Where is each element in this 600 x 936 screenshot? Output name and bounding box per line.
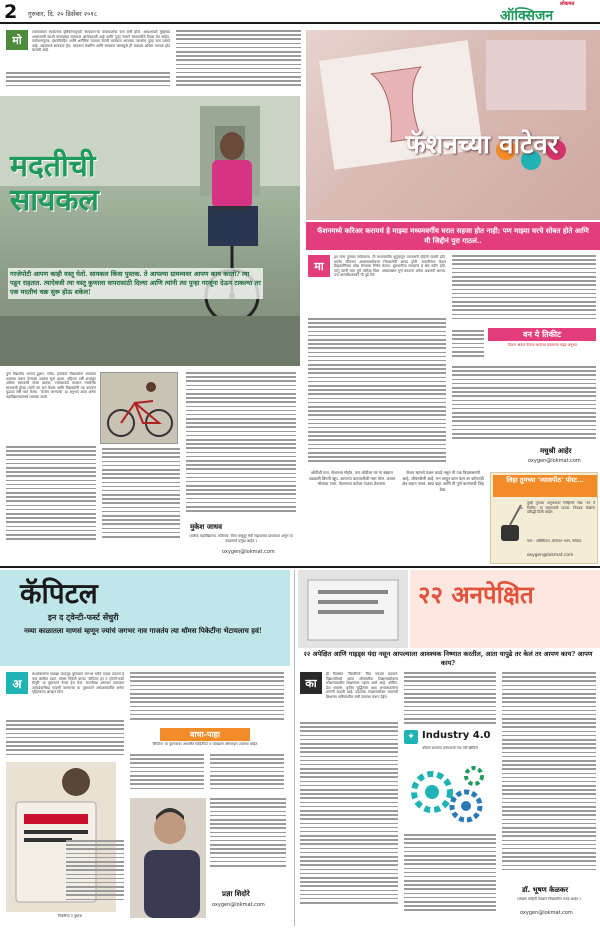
poem-right: फॅशन म्हणजे फक्त कपडे नसून ती एक विचारसरणी आहे, जीवनशैली आहे. मन लावून काम केलं तर कोणतंही क्षेत्र लहान नसतं. स्वप्नं पाहा आणि ती पूर्ण करण्याची जिद्द ठेवा.: [402, 470, 484, 492]
gears-icon: [404, 762, 496, 832]
industry-sub: कॉमर्स ज्ञानांगत कल्पनाची एक नवी क्षितिजे: [422, 746, 478, 750]
ticket-box-sub: ‘फॅशन’ क्षेत्रात येताना आपल्या प्रवासाचा माझा अनुभव: [507, 343, 577, 347]
bicycle-photo: [0, 96, 300, 366]
fashion-photo: [306, 30, 600, 220]
capital-col1b: [66, 840, 124, 910]
intro-text: टारसायकल स्पर्धात्मक दृष्टिकोनातूनही ‘सायकल’चा वापरकर्तांचा कल कमी होतो. आयआयटी मुंबईच्या अभ्यासाची त्याशी पणत्यांसह सायकल आरोग्यदायी आहे आणि पुन्हा नव्याने सायकलीचे दिवस येत आहेत. पर्यावरणपूरक, इंधनविरहित आणि शारीरिक व्यायाम देणारी सायकल आजच्या तरुणांना पुन्हा साद घालते आहे. शहरांमध्ये सायकल ट्रॅक, सायकल शेअरिंग आणि सायकल क्लबमुळे ही चळवळ अधिक व्यापक होत चालली आहे.: [32, 30, 170, 53]
sakal-subtitle: गरजेपोटी आपण काही वस्तू घेतो. सायकल किंवा पुस्तक. ते आपल्या ग्रामव्यवर आपण काय करतो? त्या पडून राहतात. त्याऐवजी त्या वस्तू कुणाला वापरासाठी दिल्या आणि त्यांनी त्या पुन्हा गरजूंना देऊन टाकल्या तर एक मदतीचं चक्र सुरू होऊ शकेल!: [8, 268, 263, 299]
intro-dropcap: मो: [6, 30, 28, 50]
anapekshit-col1: [300, 722, 398, 912]
sakal-author-desc: (बारीक महाविद्यालय, कोटेगाव, विमा बाणुदूर मेपी सहायाच्या प्राध्यापक असून या उपक्रमाचे प्रमुख आहेत.): [189, 534, 293, 543]
sakal-body: पुणे विद्यापीठ भागात हुशार, गरीब, होतकरू विद्यार्थ्यांना सायकल उपलब्ध करून देण्याचा उपक्रम सुरू झाला. पहिल्या वर्षी शंभरहून अधिक सायकली गोळा झाल्या. ज्यांच्याकडे वापरात नसलेल्या सायकली होत्या त्यांनी त्या दान केल्या आणि विद्यार्थ्यांनी त्या वापरून पुढच्या वर्षी परत केल्या. ‘कायम जाण्याचा’ हा अनुभव आता अनेक महाविद्यालयांमध्ये राबवला जातो.: [6, 372, 96, 399]
capital-deck: नव्या काळातला माणसं म्हणून ज्यांचं जगभर नाव गाजतंय त्या थॉमस पिकेटींना भेटायलाच हवं!: [24, 626, 262, 635]
exam-illustration: [298, 570, 408, 648]
capital-col2b: [130, 754, 284, 794]
anapekshit-title: २२ अनपेक्षित: [418, 581, 534, 609]
page-header: [0, 0, 600, 24]
sketch-illustration: [306, 30, 600, 220]
brand-small: लोकमत: [560, 1, 575, 7]
fashion-title: फॅशनच्या वाटेवर: [405, 130, 559, 160]
capital-title: कॅपिटल: [20, 577, 98, 610]
fashion-dropcap: मा: [308, 255, 330, 277]
column-divider: [294, 570, 295, 926]
brand-title: ऑक्सिजन: [500, 8, 554, 24]
anapekshit-col2: [404, 672, 496, 728]
sakal-title: मदतीची सायकल: [10, 149, 99, 218]
page-number: 2: [4, 1, 18, 23]
anapekshit-deck: २२ अपेक्षित आणि गाइड्स यंदा नसून आपल्याला आवश्यक निष्णात करतील, आता यापुढे तर केलं तर आपण काय? आपण काय?: [303, 650, 593, 667]
write-box-title: लिहा तुमच्या ‘व्यासपीठ’ पोस्ट...: [493, 475, 597, 497]
anapekshit-body: ही दिवसांत ‘बिल्डींगचे’ चित्र एकदम बदलले. विद्यार्थ्यांमध्ये आता औपचारिक शिक्षणाबरोबरच कौशल्याधारित शिक्षणाला महत्त्व आले आहे. कोडिंग, डेटा सायन्स, कृत्रिम बुद्धिमत्ता अशा अभ्यासक्रमांना मागणी वाढली आहे. बदलत्या तंत्रज्ञानासोबत चालणारे शिक्षणच भविष्यातील संधी उपलब्ध करून देईल.: [326, 672, 398, 699]
industry-box: [404, 730, 496, 760]
bicycle-icon: [101, 373, 179, 445]
fashion-body: झा जन्म पुण्यात नाशिकला. मी मध्यमवर्गीय कुटुंबातून व्यापणारी पहिली व्यक्ती होते. शालेय जीवनात अभ्यासाबरोबरच चित्रकलेची आवड होती. बारावीनंतर फॅशन डिझायनिंगला प्रवेश घेण्याचा निर्णय घेतला. सुरुवातीला घरच्यांना हे क्षेत्र नवीन होते, परंतु त्यांनी मला पूर्ण पाठिंबा दिला. अभ्यासक्रम पूर्ण करताना अनेक अडचणी आल्या, पण आत्मविश्वासाने मी पुढे गेले.: [334, 255, 446, 278]
capital-author: प्रज्ञा शिदोरे: [222, 890, 250, 898]
sakal-body-col2: [102, 448, 180, 544]
capital-photo-credit: पिकेटींचा व पुस्तक: [57, 914, 83, 918]
capital-email: oxygen@lokmat.com: [212, 902, 265, 908]
fashion-col1: [308, 318, 446, 468]
fashion-col2b: [452, 366, 596, 446]
inkpot-icon: [495, 503, 525, 543]
anapekshit-col2b: [404, 834, 496, 914]
capital-col2: [130, 672, 284, 724]
capital-body: र्थशास्त्रातल्या एखाद्या जाडजूड पुस्तकानं जगभर चर्चेचं वादळ उठवावं हे फार क्वचित घडतं. थॉमस पिकेटी यांच्या ‘कॅपिटल इन द ट्वेन्टी-फर्स्ट सेंचुरी’ या पुस्तकानं नेमकं हेच केलं. संपत्तीच्या असमान वाटपावर आकडेवारीसह मांडणी करणाऱ्या या पुस्तकाने अर्थशास्त्रातील अनेक गृहितकांना आव्हान दिलं.: [32, 672, 124, 695]
fashion-email: oxygen@lokmat.com: [528, 458, 581, 464]
date-line: गुरुवार, दि. २० डिसेंबर २०१८: [28, 10, 98, 18]
sakal-email: oxygen@lokmat.com: [222, 549, 275, 555]
capital-col3: [210, 798, 286, 878]
intro-columns-left: [6, 72, 170, 90]
write-box-text: तुम्ही तुमच्या अनुभवावर लिहिलेले लेख ‘वन वे तिकीट’ या सदरासाठी पाठवा. निवडक लेखांना प्रसिद्धी दिली जाईल.: [527, 501, 595, 515]
one-way-ticket-box: [488, 328, 596, 362]
capital-dropcap: अ: [6, 672, 28, 694]
industry-icon: ✦: [404, 730, 418, 744]
section-divider: [0, 566, 600, 568]
read-watch-title: वाचा-पाहा: [160, 728, 250, 741]
anapekshit-author-desc: (लेखक माहिती तंत्रज्ञान विषयातील तज्ज्ञ आहेत.): [517, 897, 581, 901]
read-watch-text: ‘कॅपिटल’ या पुस्तकावर आधारित माहितीपट व व्याख्याने ऑनलाइन उपलब्ध आहेत.: [151, 742, 259, 746]
industry-title: Industry 4.0: [422, 730, 491, 741]
anapekshit-col3: [502, 672, 596, 882]
capital-subtitle: इन द ट्वेन्टी-फर्स्ट सेंचुरी: [48, 613, 119, 622]
gears-graphic: [404, 762, 496, 832]
anapekshit-email: oxygen@lokmat.com: [520, 910, 573, 916]
fashion-author: मधुश्री आहेर: [540, 447, 572, 455]
person-illustration: [130, 798, 206, 918]
sakal-author: मुकेश जाधव: [190, 523, 222, 531]
anapekshit-dropcap: का: [300, 672, 322, 694]
capital-col1: [6, 720, 124, 760]
anapekshit-author: डॉ. भूषण केळकर: [522, 886, 569, 894]
small-cycle-photo: [100, 372, 178, 444]
ticket-box-title: वन ये तिकीट: [488, 328, 596, 341]
poem-left: छोटीशी गाव, फॅशनचा मोहोर, पण जोडीला घरं या स्वप्नात अडकली बिनती खूप. आपल्या वाटचालीची मला मोल, कायम मोलाचा टप्पा, फॅशनच्या वाटेवर पाऊल ठेवताना.: [308, 470, 396, 487]
cyclist-illustration: [0, 96, 300, 366]
fashion-banner: फॅशनमध्ये करिअर करायचं हे माझ्या मध्यमवर्गीय घरात सहजा होत नाही; पण माझ्या घरचे सोबत होते आणि मी जिद्दीनं पुरा गाठलं..: [306, 222, 600, 250]
anapekshit-photo: [298, 570, 408, 648]
write-box-address: पत्ता : ऑक्सिजन, लोकमत भवन, नाशिक.: [527, 539, 583, 543]
fashion-col2: [452, 255, 596, 325]
write-to-us-box: [490, 472, 598, 564]
sakal-body-col3: [186, 372, 296, 522]
sakal-body-col1: [6, 446, 96, 546]
read-watch-box: [140, 728, 270, 750]
write-box-email: oxygen@lokmat.com: [527, 553, 574, 558]
fashion-col-mid: [452, 330, 484, 364]
author-photo: [130, 798, 206, 918]
